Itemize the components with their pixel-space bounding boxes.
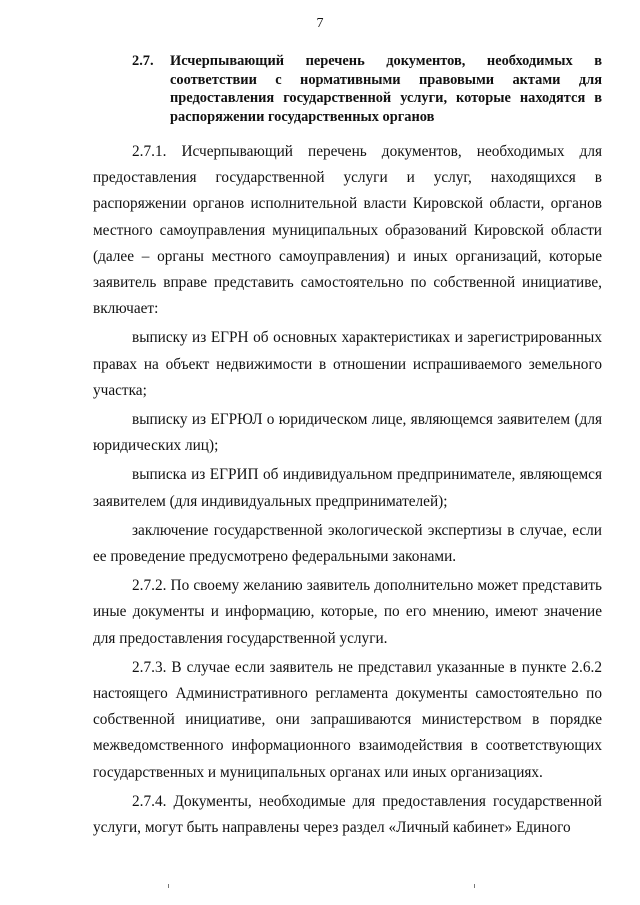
scan-marks — [0, 884, 640, 894]
list-item-egrn: выписку из ЕГРН об основных характеристиках и зарегистрированных правах на объект недвижимости в отношении испрашиваемого земельного участка; — [93, 329, 602, 399]
list-item-egrip: выписка из ЕГРИП об индивидуальном предпринимателе, являющемся заявителем (для индивидуальных предпринимателей); — [93, 466, 602, 510]
section-heading — [132, 52, 602, 126]
document-body — [93, 139, 602, 841]
list-item-egrul: выписку из ЕГРЮЛ о юридическом лице, являющемся заявителем (для юридических лиц); — [93, 411, 602, 455]
paragraph-2-7-1: 2.7.1. Исчерпывающий перечень документов, необходимых для предоставления государственной услуги и услуг, находящихся в распоряжении органов исполнительной власти Кировской области, органов местного самоуправления муниципальных образований Кировской области (далее – органы местного самоуправления) и иных организаций, которые заявитель вправе представить самостоятельно по собственной инициативе, включает: — [93, 143, 602, 318]
paragraph-2-7-2: 2.7.2. По своему желанию заявитель дополнительно может представить иные документы и информацию, которые, по его мнению, имеют значение для предоставления государственной услуги. — [93, 577, 602, 647]
page-number: 7 — [316, 16, 324, 31]
list-item-ecological-expertise: заключение государственной экологической экспертизы в случае, если ее проведение предусмотрено федеральными законами. — [93, 521, 602, 566]
paragraph-2-7-3: 2.7.3. В случае если заявитель не представил указанные в пункте 2.6.2 настоящего Административного регламента документы самостоятельно по собственной инициативе, они запрашиваются министерством в порядке межведомственного информационного взаимодействия в соответствующих государственных и муниципальных органах или иных организациях. — [93, 658, 602, 781]
paragraph-2-7-4: 2.7.4. Документы, необходимые для предоставления государственной услуги, могут быть направлены через раздел «Личный кабинет» Единого — [93, 792, 602, 837]
section-number: 2.7. — [132, 53, 154, 69]
scan-mark — [474, 884, 475, 888]
section-title: Исчерпывающий перечень документов, необходимых в соответствии с нормативными правовыми актами для предоставления государственной услуги, которые находятся в распоряжении государственных органов — [170, 53, 602, 125]
scan-mark — [168, 884, 169, 888]
